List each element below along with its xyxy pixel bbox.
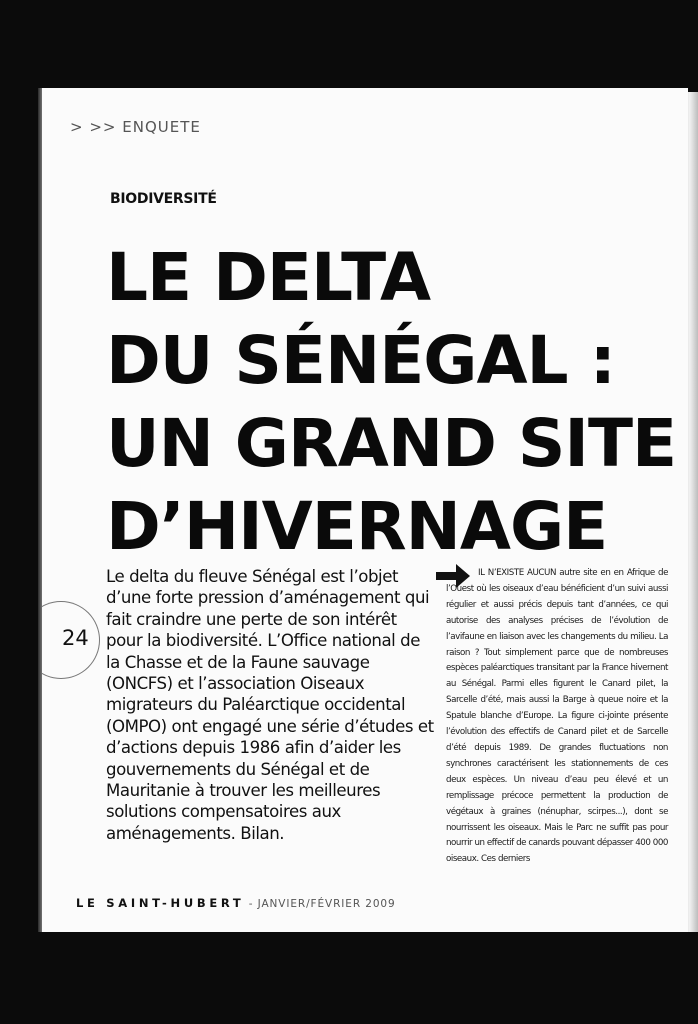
body-opening-caps: IL N’EXISTE AUCUN xyxy=(478,568,556,578)
title-line: DU SÉNÉGAL : xyxy=(106,322,615,399)
title-line: UN GRAND SITE xyxy=(106,405,677,482)
lead-paragraph: Le delta du fleuve Sénégal est l’objet d’une forte pression d’aménagement qui fait craindre une perte de son intérêt pour la biodiversité. L’Office national de la Chasse et de la Faune sauvage (ONCFS) et l’association Oiseaux migrateurs du Paléarctique occidental (OMPO) ont engagé une série d’études et d’actions depuis 1986 afin d’aider les gouvernements du Sénégal et de Mauritanie à trouver les meilleures solutions compensatoires aux aménagements. Bilan. xyxy=(106,567,434,843)
kicker-label: BIODIVERSITÉ xyxy=(110,191,217,207)
body-column xyxy=(446,566,668,868)
title-line: LE DELTA xyxy=(106,239,431,316)
magazine-page xyxy=(42,88,688,932)
magazine-name: LE SAINT-HUBERT xyxy=(76,896,245,910)
title-line: D’HIVERNAGE xyxy=(106,488,608,565)
page-footer xyxy=(76,892,396,911)
article-title xyxy=(106,236,686,568)
page-number: 24 xyxy=(62,626,89,650)
issue-date: JANVIER/FÉVRIER 2009 xyxy=(257,898,396,910)
body-text: autre site en en Afrique de l’Ouest où les oiseaux d’eau bénéficient d’un suivi aussi régulier et aussi précis depuis tant d’années, ce qui autorise des analyses précises de l’évolution de l’avifaune en liaison avec les changements du milieu. La raison ? Tout simplement parce que de nombreuses espèces paléarctiques transitant par la France hivernent au Sénégal. Parmi elles figurent le Canard pilet, la Sarcelle d’été, mais aussi la Barge à queue noire et la Spatule blanche d’Europe. La figure ci-jointe présente l’évolution des effectifs de Canard pilet et de Sarcelle d’été depuis 1989. De grandes fluctuations non synchrones caractérisent les stationnements de ces deux espèces. Un niveau d’eau peu élevé et un remplissage précoce permettent la production de végétaux à graines (nénuphar, scirpes...), dont se nourrissent les oiseaux. Mais le Parc ne suffit pas pour nourrir un effectif de canards pouvant dépasser 400 000 oiseaux. Ces derniers xyxy=(446,568,668,865)
section-header: > >> ENQUETE xyxy=(70,118,201,136)
footer-separator: - xyxy=(244,898,258,910)
